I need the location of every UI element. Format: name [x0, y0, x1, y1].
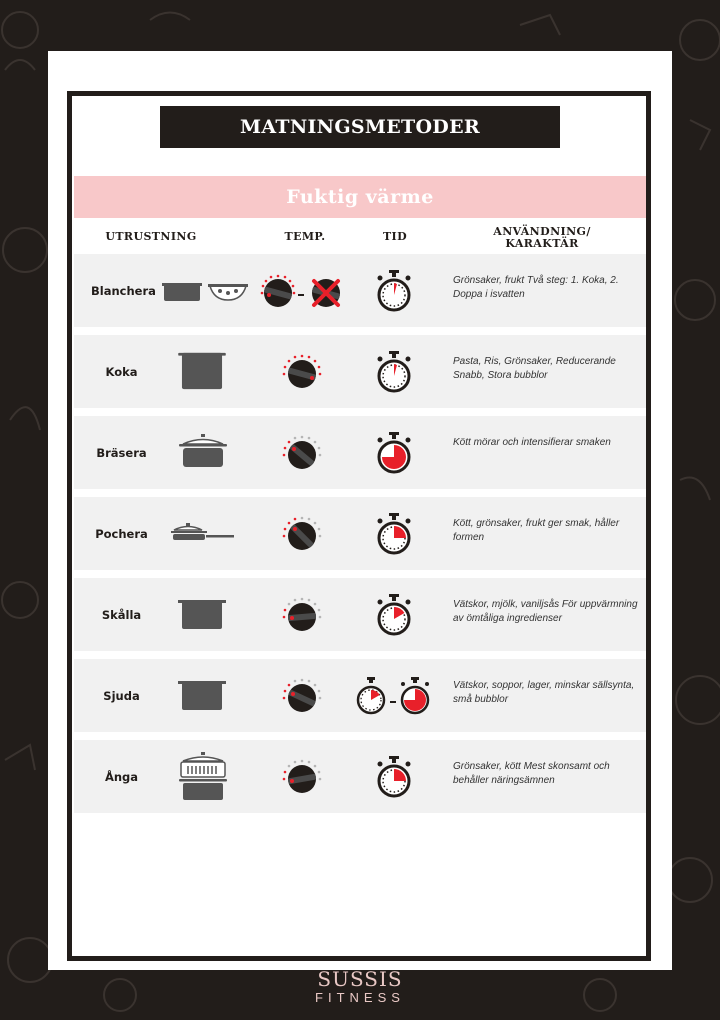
stopwatch-icon [374, 511, 414, 557]
method-name: Bräsera [96, 445, 147, 460]
table-row [74, 497, 646, 570]
stopwatch-icon [374, 268, 414, 314]
pot-icon [178, 598, 226, 630]
usage-text: Vätskor, soppor, lager, minskar sällsynta, små bubblor [453, 680, 635, 705]
temperature-knob-medium-low-icon [280, 513, 324, 557]
pot-icon [178, 349, 226, 391]
table-row [74, 578, 646, 651]
table-row [74, 740, 646, 813]
stopwatch-icon [374, 754, 414, 800]
stopwatch-icon [374, 430, 414, 476]
table-row [74, 254, 646, 327]
temperature-knob-low-icon [280, 594, 324, 638]
table-row [74, 335, 646, 408]
brand-logo [285, 968, 435, 1018]
usage-text: Kött mörar och intensifierar smaken [453, 437, 611, 448]
usage-text: Kött, grönsaker, frukt ger smak, håller formen [453, 518, 620, 543]
column-header-usage [480, 226, 604, 250]
pot-icon [162, 280, 202, 302]
steamer-icon [178, 752, 228, 802]
method-name: Ånga [104, 769, 139, 784]
table-row [74, 659, 646, 732]
method-name: Pochera [95, 526, 148, 541]
column-header-usage-line1: ANVÄNDNING/ [493, 225, 591, 238]
method-name: Skålla [101, 607, 142, 622]
temperature-knob-low-icon [280, 432, 324, 476]
method-name: Koka [105, 364, 138, 379]
page-title: MATNINGSMETODER [160, 106, 560, 148]
temperature-knob-medium-low-icon [280, 675, 324, 719]
column-header-equipment: UTRUSTNING [105, 230, 197, 243]
colander-icon [208, 282, 248, 302]
stopwatch-range-icon [356, 673, 436, 719]
usage-text: Grönsaker, frukt Två steg: 1. Koka, 2. Doppa i isvatten [453, 275, 619, 300]
usage-text: Vätskor, mjölk, vaniljsås För uppvärmning av ömtåliga ingredienser [453, 599, 638, 624]
section-title: Fuktig värme [74, 176, 646, 218]
column-header-usage-line2: KARAKTÄR [505, 237, 579, 250]
temperature-knob-low-icon [280, 756, 324, 800]
logo-main-text: SUSSIS [317, 967, 403, 991]
stopwatch-icon [374, 592, 414, 638]
method-name: Blanchera [91, 283, 156, 298]
usage-text: Pasta, Ris, Grönsaker, Reducerande Snabb, Stora bubblor [453, 356, 616, 381]
usage-text: Grönsaker, kött Mest skonsamt och behåller näringsämnen [453, 761, 610, 786]
lidded-pot-icon [178, 434, 228, 470]
stopwatch-icon [374, 349, 414, 395]
temperature-knob-high-to-cold-icon [258, 272, 350, 312]
logo-sub-text: FITNESS [315, 990, 405, 1005]
temperature-knob-high-icon [280, 351, 324, 395]
method-name: Sjuda [103, 688, 140, 703]
table-row [74, 416, 646, 489]
column-header-temp: TEMP. [284, 230, 326, 243]
pan-icon [170, 523, 236, 543]
column-header-time: TID [382, 230, 408, 243]
pot-icon [178, 679, 226, 711]
